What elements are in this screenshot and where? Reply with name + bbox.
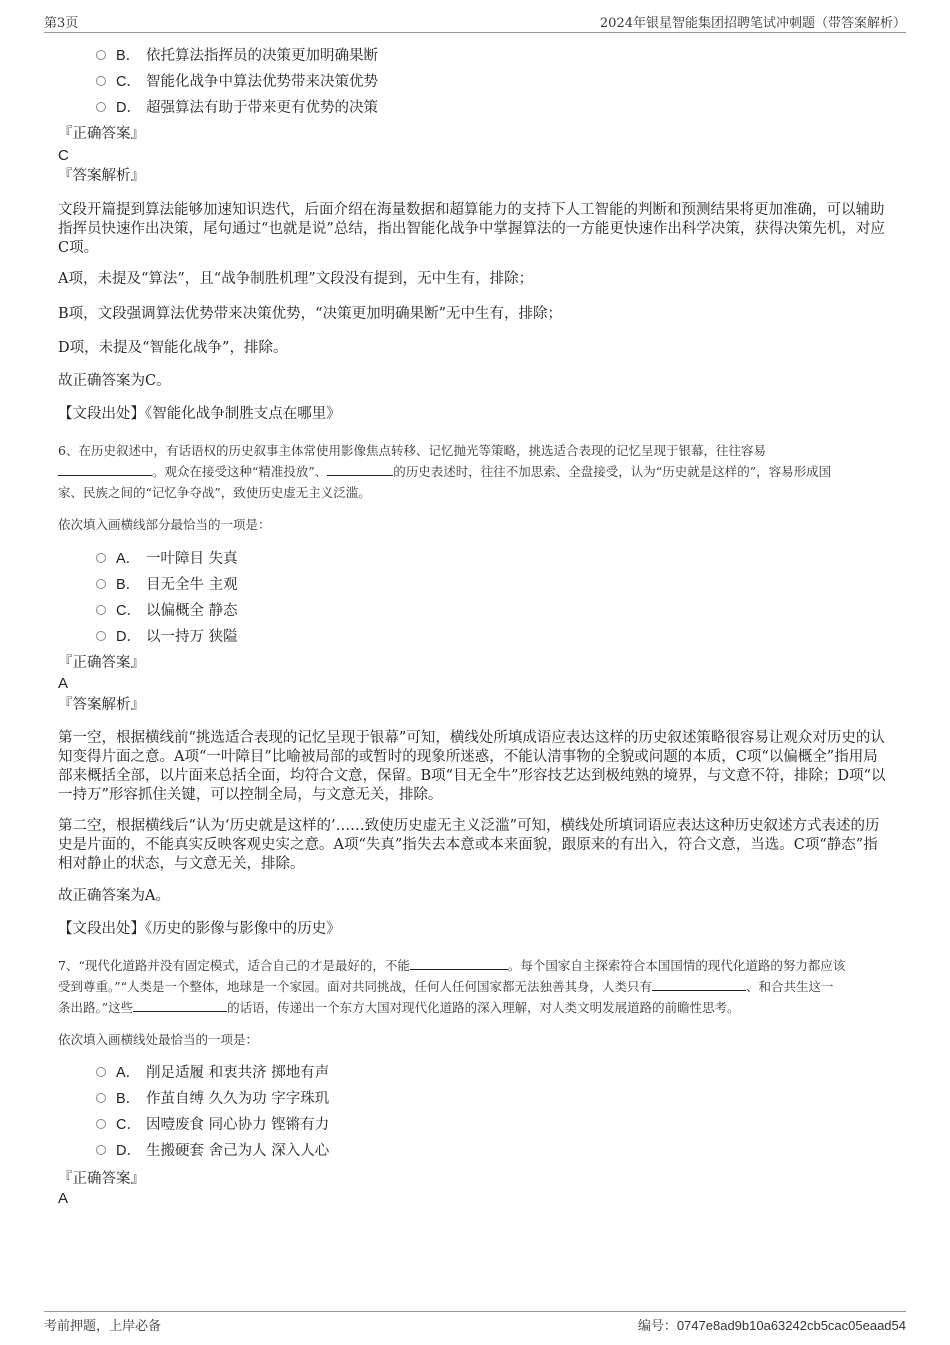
page-footer <box>44 1311 906 1336</box>
fill-blank <box>410 955 508 970</box>
radio-icon[interactable] <box>96 631 106 641</box>
source-citation: 【文段出处】《历史的影像与影像中的历史》 <box>58 921 341 937</box>
analysis-paragraph: 第一空，根据横线前“挑选适合表现的记忆呈现于银幕”可知，横线处所填成语应表达这样的历史叙述策略很容易让观众对历史的认知变得片面之意。A项“一叶障目”比喻被局部的或暂时的现象所迷惑，不能认清事物的全貌或问题的本质，C项“以偏概全”指用局部来概括全部，以片面来总括全面，均符合文意，保留。B项“目无全牛”形容技艺达到极纯熟的境界，与文意不符，排除；D项“以一持万”形容抓住关键，可以控制全局，与文意无关，排除。 <box>58 730 886 803</box>
fill-blank <box>327 461 393 476</box>
fill-blank <box>133 997 227 1012</box>
radio-icon[interactable] <box>96 1067 106 1077</box>
document-title: 2024年银星智能集团招聘笔试冲刺题（带答案解析） <box>599 16 906 31</box>
answer-value: A <box>58 675 69 692</box>
q6-option-c[interactable]: C． 以偏概全 静态 <box>96 601 238 621</box>
question-stem: 6、在历史叙述中，有话语权的历史叙事主体常使用影像焦点转移、记忆抛光等策略，挑选适合表现的记忆呈现于银幕，往往容易 。观众在接受这种“精准投放”、 的历史表述时，往往不加思索、全盘接受，认为“历史就是这样的”，容易形成国 家、民族之间的“记忆争夺战”，致使历史虚无主义泛滥。 <box>58 443 832 500</box>
radio-icon[interactable] <box>96 579 106 589</box>
analysis-paragraph: A项，未提及“算法”，且“战争制胜机理”文段没有提到，无中生有，排除； <box>58 271 534 287</box>
radio-icon[interactable] <box>96 76 106 86</box>
document-id: 编号：0747e8ad9b10a63242cb5cac05eaad54 <box>637 1318 906 1334</box>
q7-option-c[interactable]: C． 因噎废食 同心协力 铿锵有力 <box>96 1115 329 1135</box>
answer-value: C <box>58 147 69 164</box>
radio-icon[interactable] <box>96 1145 106 1155</box>
q7-option-d[interactable]: D． 生搬硬套 舍己为人 深入人心 <box>96 1141 329 1161</box>
q5-option-d[interactable]: D． 超强算法有助于带来更有优势的决策 <box>96 98 378 118</box>
radio-icon[interactable] <box>96 553 106 563</box>
fill-blank <box>58 461 152 476</box>
analysis-paragraph: D项，未提及“智能化战争”，排除。 <box>58 340 288 356</box>
analysis-paragraph: 故正确答案为C。 <box>58 373 171 389</box>
q6-option-d[interactable]: D． 以一持万 狭隘 <box>96 627 238 647</box>
analysis-label: 『答案解析』 <box>58 168 145 184</box>
source-citation: 【文段出处】《智能化战争制胜支点在哪里》 <box>58 406 341 422</box>
q6-option-b[interactable]: B． 目无全牛 主观 <box>96 575 238 595</box>
analysis-paragraph: 第二空，根据横线后“认为‘历史就是这样的’……致使历史虚无主义泛滥”可知，横线处所填词语应表达这种历史叙述方式表述的历史是片面的，不能真实反映客观史实之意。A项“失真”指失去本意或本来面貌，跟原来的有出入，符合文意，当选。C项“静态”指相对静止的状态，与文意无关，排除。 <box>58 818 880 872</box>
analysis-paragraph: B项，文段强调算法优势带来决策优势，“决策更加明确果断”无中生有，排除； <box>58 306 562 322</box>
analysis-paragraph: 文段开篇提到算法能够加速知识迭代，后面介绍在海量数据和超算能力的支持下人工智能的判断和预测结果将更加准确，可以辅助指挥员快速作出决策，尾句通过“也就是说”总结，指出智能化战争中掌握算法的一方能更快速作出科学决策，获得决策先机，对应C项。 <box>58 202 885 256</box>
q5-option-c[interactable]: C． 智能化战争中算法优势带来决策优势 <box>96 72 378 92</box>
radio-icon[interactable] <box>96 102 106 112</box>
radio-icon[interactable] <box>96 1093 106 1103</box>
question-stem: 7、“现代化道路并没有固定模式，适合自己的才是最好的，不能 。每个国家自主探索符合本国国情的现代化道路的努力都应该 受到尊重。”“人类是一个整体，地球是一个家园。面对共同挑战，任何人任何国家都无法独善其身，人类只有 、和合共生这一 条出路。”这些 的话语，传递出一个东方大国对现代化道路的深入理解，对人类文明发展道路的前瞻性思考。 <box>58 955 892 1018</box>
q6-option-a[interactable]: A． 一叶障目 失真 <box>96 549 238 569</box>
fill-blank <box>652 976 746 991</box>
answer-label: 『正确答案』 <box>58 126 145 142</box>
q5-option-b[interactable]: B． 依托算法指挥员的决策更加明确果断 <box>96 46 378 66</box>
answer-value: A <box>58 1190 69 1207</box>
radio-icon[interactable] <box>96 50 106 60</box>
page-header <box>44 10 906 33</box>
analysis-label: 『答案解析』 <box>58 697 145 713</box>
page-number: 第3页 <box>44 16 79 31</box>
radio-icon[interactable] <box>96 1119 106 1129</box>
answer-label: 『正确答案』 <box>58 1171 145 1187</box>
analysis-paragraph: 故正确答案为A。 <box>58 888 170 904</box>
radio-icon[interactable] <box>96 605 106 615</box>
footer-slogan: 考前押题，上岸必备 <box>44 1319 162 1334</box>
question-prompt: 依次填入画横线处最恰当的一项是： <box>58 1032 259 1047</box>
question-prompt: 依次填入画横线部分最恰当的一项是： <box>58 517 271 532</box>
answer-label: 『正确答案』 <box>58 655 145 671</box>
q7-option-b[interactable]: B． 作茧自缚 久久为功 字字珠玑 <box>96 1089 329 1109</box>
q7-option-a[interactable]: A． 削足适履 和衷共济 掷地有声 <box>96 1063 329 1083</box>
